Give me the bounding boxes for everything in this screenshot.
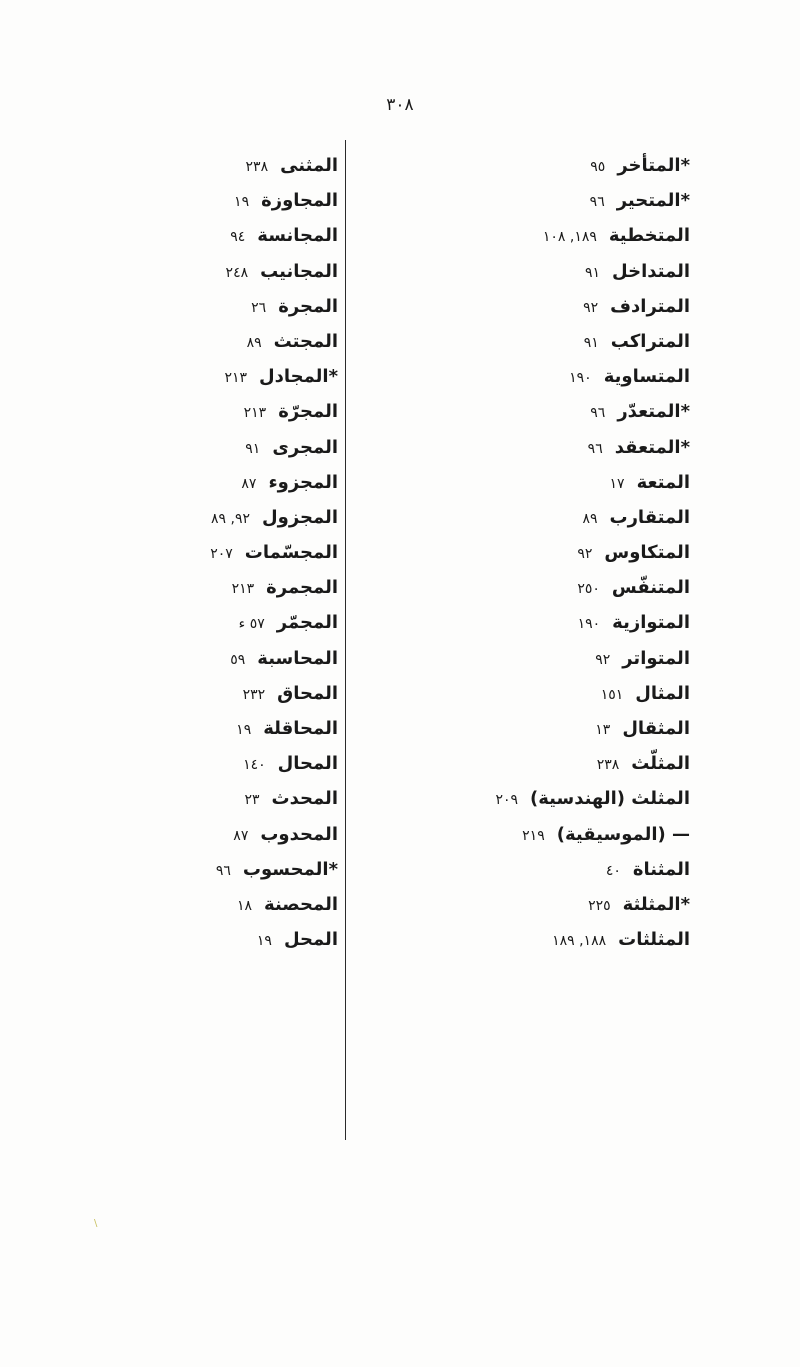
index-page-refs: ٢٠٧ [210,546,233,563]
index-entry [390,922,690,957]
index-term: *المجادل [259,366,338,388]
index-page-refs: ١٩ [234,194,250,211]
index-page-refs: ٢٣٨ [596,757,620,774]
index-term: المتواتر [622,647,690,669]
index-entry [38,922,338,957]
index-page-refs: ٩٤ [230,229,246,246]
page-number: ٣٠٨ [386,95,414,115]
index-page-refs: ٢١٣ [243,405,267,422]
index-term: المجانيب [260,260,338,282]
index-page-refs: ١٥١ [600,686,624,703]
index-entry [390,148,690,183]
index-page-refs: ٢٢٥ [588,897,611,914]
index-term: المثال [635,682,690,704]
index-page-refs: ١٧ [609,475,625,492]
index-term: المثلث (الهندسية) [530,788,690,810]
index-page-refs: ٢١٣ [231,581,255,598]
index-term: المجمّر [276,612,338,634]
index-page-refs: ٢٣٢ [242,686,266,703]
index-entry [390,641,690,676]
index-term: المحل [283,929,338,951]
index-entry [38,394,338,429]
index-page-refs: ٩٦ [587,440,603,457]
index-entry [38,852,338,887]
index-term: المتراكب [610,330,690,352]
index-entry [390,676,690,711]
index-term: *المثلثة [622,893,690,915]
index-entry [390,359,690,394]
index-term: المجاوزة [261,190,338,212]
index-term: المجزول [262,506,338,528]
index-entry [390,887,690,922]
index-page-refs: ٩١ [585,264,601,281]
index-term: المجتث [273,330,338,352]
index-term: المتكاوس [604,542,690,564]
index-page-refs: ٩٢ [577,546,593,563]
index-page-refs: ٩٦ [589,194,605,211]
index-page-refs: ١٨ [236,897,253,914]
index-entry [38,218,338,253]
index-entry [38,465,338,500]
index-page-refs: ٢٠٩ [495,792,518,809]
index-entry [38,817,338,852]
index-page-refs: ٨٧ [233,827,249,844]
index-entry [390,711,690,746]
index-term: *المتعدّر [617,401,690,423]
index-term: المثنى [280,155,338,176]
index-term: المحاقلة [263,718,338,739]
index-term: المجانسة [257,225,338,247]
index-entry [390,746,690,781]
index-page-refs: ٨٩ [582,510,598,527]
index-term: المحدوب [260,823,338,845]
index-entry [390,183,690,218]
index-page-refs: ٩٢ [595,651,611,668]
index-entry [38,183,338,218]
index-page-refs: ٥٩ [230,651,246,668]
index-term: المترادف [610,295,690,317]
index-term: المتساوية [603,366,690,388]
index-entry [38,254,338,289]
index-term: المجزوء [268,471,338,493]
index-term: المجرى [272,436,338,458]
index-entry [38,746,338,781]
index-term: المتعة [636,471,690,493]
index-term: *المحسوب [242,858,338,880]
column-divider [345,140,346,1140]
index-page-refs: ١٩ [256,933,272,950]
index-term: المحدث [271,788,338,810]
index-entry [390,289,690,324]
index-page-refs: ٩١ [245,440,261,457]
index-page-refs: ٩٢, ٨٩ [211,510,251,527]
index-term: المتقارب [609,506,690,528]
index-page-refs: ٢٦ [251,299,267,316]
index-entry [390,430,690,465]
index-page-refs: ١٩٠ [577,616,601,633]
index-page-refs: ١٩٠ [569,370,592,387]
index-entry [38,324,338,359]
index-entry [390,394,690,429]
index-term: المثقال [622,718,690,739]
index-entry [390,218,690,253]
index-entry [38,570,338,605]
index-page-refs: ١٨٩, ١٠٨ [542,229,597,246]
index-term: *المتعقد [614,436,690,458]
index-entry [390,817,690,852]
index-term: *المتحير [616,190,690,212]
index-entry [390,781,690,816]
index-entry [390,570,690,605]
index-term: المثلّث [631,753,690,775]
index-term: *المتأخر [617,155,690,176]
index-term: المجسّمات [244,542,338,564]
index-term: المثناة [632,858,690,880]
index-entry [390,535,690,570]
index-page-refs: ٢١٣ [224,370,247,387]
index-entry [38,781,338,816]
index-term: المحاسبة [257,647,338,669]
index-page-refs: ٢٣٨ [245,159,269,175]
index-term: المتوازية [612,612,690,634]
index-page-refs: ١٣ [595,722,611,738]
index-entry [38,887,338,922]
index-entry [38,289,338,324]
index-entry [38,500,338,535]
index-page-refs: ٩١ [583,334,599,351]
index-page-refs: ١٩ [236,722,252,738]
index-page-refs: ٩٦ [590,405,606,422]
index-term: المجمرة [266,577,338,599]
index-page-refs: ٩٥ [590,159,606,175]
index-page-refs: ٢٣ [244,792,260,809]
index-term: المتداخل [612,260,690,282]
index-entry [38,148,338,183]
index-entry [390,605,690,640]
index-entry [38,359,338,394]
index-term: المجرّة [278,401,338,423]
index-entry [390,324,690,359]
index-entry [38,535,338,570]
index-entry [38,641,338,676]
index-entry [390,465,690,500]
index-entry [390,254,690,289]
index-term: المثلثات [618,929,690,951]
index-term: المحال [277,753,338,775]
index-page-refs: ١٨٨, ١٨٩ [552,933,607,950]
index-entry [390,500,690,535]
index-page-refs: ٩٦ [215,862,231,879]
index-column-right [390,148,690,957]
index-term: — (الموسيقية) [556,823,690,845]
index-column-left [38,148,338,957]
index-page-refs: ٢٥٠ [577,581,600,598]
index-entry [38,676,338,711]
index-term: المتخطية [608,225,690,247]
index-term: المتنفّس [611,577,690,599]
index-page-refs: ٨٩ [246,334,262,351]
index-term: المحاق [277,682,338,704]
index-page-refs: ٤٠ [605,862,621,879]
index-page-refs: ١٤٠ [243,757,266,774]
index-page-refs: ٢١٩ [522,827,545,844]
index-entry [390,852,690,887]
index-entry [38,711,338,746]
index-page-refs: ٩٢ [583,299,599,316]
index-page-refs: ٢٤٨ [225,264,249,281]
index-term: المحصنة [264,893,338,915]
index-page-refs: ٨٧ [241,475,257,492]
index-entry [38,605,338,640]
index-term: المجرة [278,295,338,317]
margin-mark: \ [94,1218,98,1229]
index-entry [38,430,338,465]
index-page-refs: ٥٧ ء [238,616,265,633]
